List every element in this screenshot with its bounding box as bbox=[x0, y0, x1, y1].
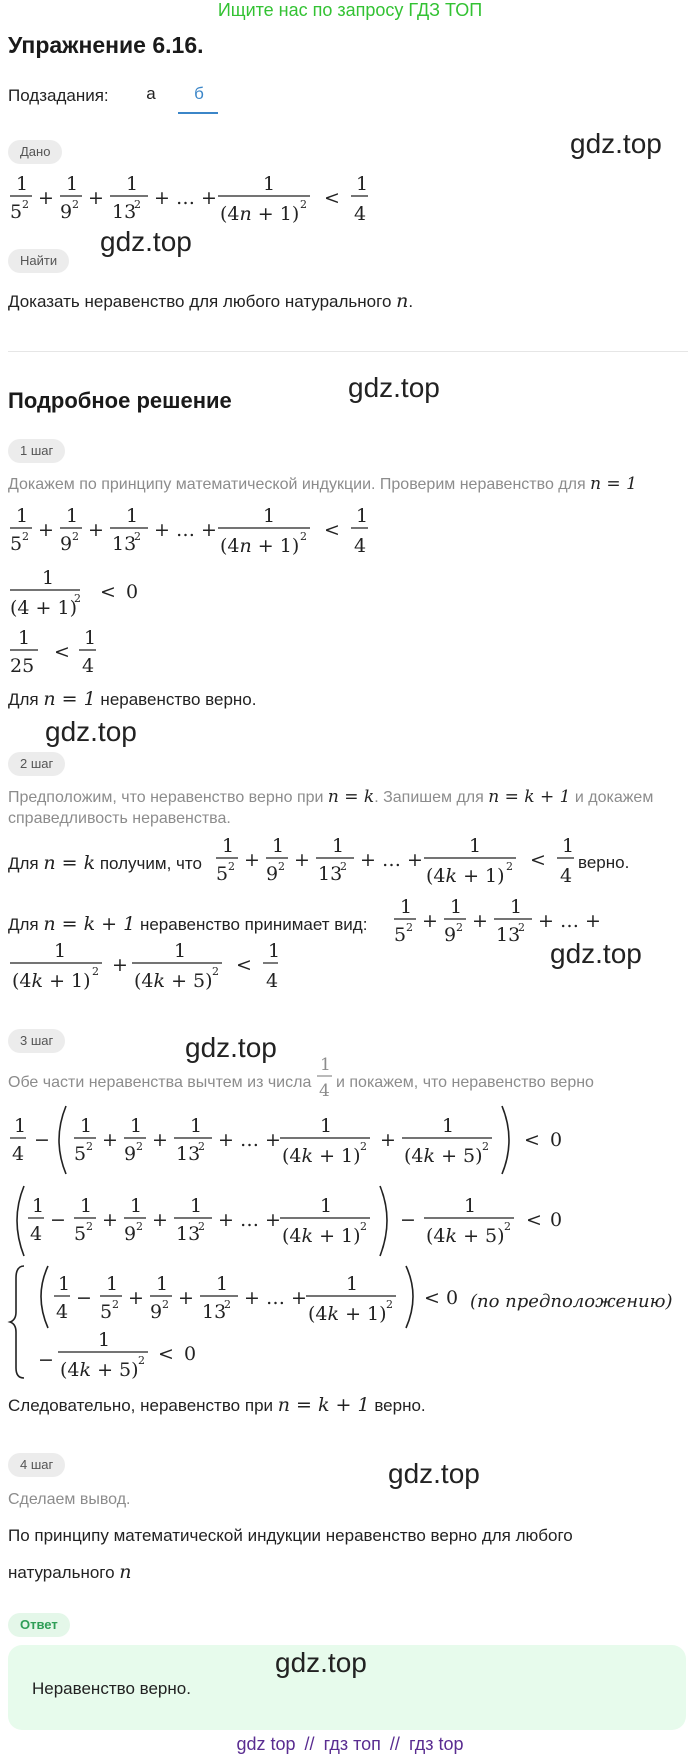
svg-text:1: 1 bbox=[356, 505, 369, 527]
svg-text:4: 4 bbox=[82, 655, 95, 677]
svg-text:2: 2 bbox=[228, 860, 235, 873]
step-3-expression-1 bbox=[8, 1100, 568, 1180]
svg-text:2: 2 bbox=[136, 1140, 143, 1153]
svg-text:2: 2 bbox=[86, 1220, 93, 1233]
svg-text:2: 2 bbox=[138, 1354, 145, 1367]
step-3-assumption-note: (по предположению) bbox=[470, 1291, 673, 1312]
svg-text:2: 2 bbox=[198, 1220, 205, 1233]
svg-text:9: 9 bbox=[60, 533, 73, 555]
step-4-line-1: По принципу математической индукции неравенство верно для любого bbox=[8, 1526, 573, 1545]
svg-text:2: 2 bbox=[134, 530, 141, 543]
svg-text:(4k + 1): (4k + 1) bbox=[282, 1225, 361, 1247]
watermark: gdz.top bbox=[348, 372, 440, 403]
svg-text:+: + bbox=[102, 1209, 118, 1231]
svg-text:13: 13 bbox=[176, 1143, 201, 1165]
svg-text:1: 1 bbox=[263, 173, 276, 195]
find-text: Доказать неравенство для любого натурального n. bbox=[8, 290, 414, 312]
svg-text:+: + bbox=[178, 1287, 194, 1309]
svg-text:+ … +: + … + bbox=[244, 1287, 307, 1309]
svg-text:2: 2 bbox=[86, 1140, 93, 1153]
svg-text:1: 1 bbox=[268, 940, 281, 962]
svg-text:2: 2 bbox=[162, 1298, 169, 1311]
step-3-system bbox=[8, 1262, 459, 1382]
svg-text:1: 1 bbox=[16, 505, 29, 527]
svg-text:0: 0 bbox=[446, 1287, 459, 1309]
subtasks-label: Подзадания: bbox=[8, 86, 109, 105]
svg-text:1: 1 bbox=[400, 896, 413, 918]
watermark: gdz.top bbox=[570, 128, 662, 159]
svg-text:1: 1 bbox=[66, 505, 79, 527]
svg-text:25: 25 bbox=[10, 655, 35, 677]
svg-text:1: 1 bbox=[222, 835, 235, 857]
svg-text:1: 1 bbox=[450, 896, 463, 918]
step-1-chip: 1 шаг bbox=[8, 439, 65, 463]
svg-text:2: 2 bbox=[278, 860, 285, 873]
svg-text:4: 4 bbox=[266, 970, 279, 992]
svg-text:+: + bbox=[244, 849, 260, 871]
step-2-intro: Предположим, что неравенство верно при n = k. Запишем для n = k + 1 и докажем bbox=[8, 787, 654, 807]
svg-text:1: 1 bbox=[130, 1115, 143, 1137]
svg-text:<: < bbox=[158, 1343, 174, 1365]
svg-text:<: < bbox=[524, 1129, 540, 1151]
svg-text:4: 4 bbox=[319, 1081, 330, 1101]
svg-text:1: 1 bbox=[16, 173, 29, 195]
svg-text:9: 9 bbox=[124, 1223, 137, 1245]
svg-text:2: 2 bbox=[456, 921, 463, 934]
svg-text:1: 1 bbox=[263, 505, 276, 527]
svg-text:<: < bbox=[526, 1209, 542, 1231]
page-title: Упражнение 6.16. bbox=[8, 32, 204, 58]
svg-text:1: 1 bbox=[156, 1273, 169, 1295]
watermark: gdz.top bbox=[100, 226, 192, 257]
svg-text:1: 1 bbox=[320, 1115, 333, 1137]
svg-text:4: 4 bbox=[560, 865, 573, 887]
svg-text:1: 1 bbox=[18, 627, 31, 649]
svg-text:1: 1 bbox=[84, 627, 97, 649]
svg-text:5: 5 bbox=[10, 533, 23, 555]
svg-text:+ … +: + … + bbox=[154, 519, 217, 541]
svg-text:2: 2 bbox=[134, 198, 141, 211]
svg-text:<: < bbox=[530, 849, 546, 871]
svg-text:2: 2 bbox=[300, 530, 307, 543]
step-4-intro: Сделаем вывод. bbox=[8, 1491, 131, 1508]
svg-text:13: 13 bbox=[496, 924, 521, 946]
svg-text:9: 9 bbox=[150, 1301, 163, 1323]
svg-text:(4k + 5): (4k + 5) bbox=[134, 970, 213, 992]
svg-text:−: − bbox=[76, 1287, 92, 1309]
svg-text:1: 1 bbox=[469, 835, 482, 857]
svg-text:1: 1 bbox=[332, 835, 345, 857]
watermark: gdz.top bbox=[275, 1647, 367, 1678]
svg-text:4: 4 bbox=[12, 1143, 25, 1165]
svg-text:(4n + 1): (4n + 1) bbox=[220, 203, 300, 225]
step-2-chip: 2 шаг bbox=[8, 752, 65, 776]
svg-text:5: 5 bbox=[216, 863, 229, 885]
svg-text:(4n + 1): (4n + 1) bbox=[220, 535, 300, 557]
step-1-result bbox=[8, 622, 108, 680]
svg-text:+: + bbox=[112, 954, 128, 976]
svg-text:9: 9 bbox=[60, 201, 73, 223]
svg-text:<: < bbox=[236, 954, 252, 976]
svg-text:2: 2 bbox=[212, 965, 219, 978]
svg-text:1: 1 bbox=[510, 896, 523, 918]
step-3-quarter bbox=[316, 1052, 334, 1106]
svg-text:1: 1 bbox=[58, 1273, 71, 1295]
svg-text:5: 5 bbox=[10, 201, 23, 223]
svg-text:1: 1 bbox=[106, 1273, 119, 1295]
svg-text:1: 1 bbox=[346, 1273, 359, 1295]
svg-text:+: + bbox=[152, 1129, 168, 1151]
step-3-chip: 3 шаг bbox=[8, 1029, 65, 1053]
svg-text:(4k + 5): (4k + 5) bbox=[404, 1145, 483, 1167]
step-3-intro: Обе части неравенства вычтем из числа bbox=[8, 1074, 312, 1091]
svg-text:1: 1 bbox=[32, 1195, 45, 1217]
svg-text:0: 0 bbox=[126, 581, 139, 603]
svg-text:(4k + 1): (4k + 1) bbox=[282, 1145, 361, 1167]
svg-text:2: 2 bbox=[198, 1140, 205, 1153]
svg-text:(4k + 1): (4k + 1) bbox=[426, 865, 505, 887]
svg-text:2: 2 bbox=[72, 198, 79, 211]
svg-text:1: 1 bbox=[130, 1195, 143, 1217]
answer-text: Неравенство верно. bbox=[32, 1679, 191, 1698]
svg-text:1: 1 bbox=[54, 940, 67, 962]
step-3-expression-2 bbox=[8, 1180, 568, 1262]
svg-text:−: − bbox=[50, 1209, 66, 1231]
svg-text:+ … +: + … + bbox=[218, 1129, 281, 1151]
step-1-conclusion: Для n = 1 неравенство верно. bbox=[8, 688, 257, 710]
svg-text:13: 13 bbox=[202, 1301, 227, 1323]
svg-text:1: 1 bbox=[190, 1115, 203, 1137]
svg-text:<: < bbox=[324, 519, 340, 541]
active-tab-indicator bbox=[178, 112, 218, 114]
svg-text:4: 4 bbox=[354, 203, 367, 225]
svg-text:0: 0 bbox=[184, 1343, 197, 1365]
step-2-intro-2: справедливость неравенства. bbox=[8, 810, 231, 827]
svg-text:4: 4 bbox=[56, 1301, 69, 1323]
svg-text:−: − bbox=[34, 1129, 50, 1151]
svg-text:13: 13 bbox=[318, 863, 343, 885]
watermark: gdz.top bbox=[550, 938, 642, 969]
given-chip: Дано bbox=[8, 140, 62, 164]
footer-link-gdz-top-mixed[interactable]: гдз top bbox=[408, 1734, 464, 1754]
svg-text:9: 9 bbox=[266, 863, 279, 885]
svg-text:+ … +: + … + bbox=[218, 1209, 281, 1231]
svg-text:+: + bbox=[380, 1129, 396, 1151]
svg-text:+: + bbox=[102, 1129, 118, 1151]
svg-text:2: 2 bbox=[22, 198, 29, 211]
svg-text:1: 1 bbox=[42, 567, 55, 589]
svg-text:<: < bbox=[424, 1287, 440, 1309]
svg-text:4: 4 bbox=[354, 535, 367, 557]
section-divider bbox=[8, 351, 688, 352]
search-banner: Ищите нас по запросу ГДЗ ТОП bbox=[217, 0, 483, 20]
svg-text:5: 5 bbox=[74, 1143, 87, 1165]
svg-text:+: + bbox=[88, 187, 104, 209]
step-4-line-2: натурального n bbox=[8, 1561, 132, 1583]
footer-links bbox=[0, 1734, 700, 1755]
watermark: gdz.top bbox=[45, 716, 137, 747]
given-inequality bbox=[8, 168, 368, 230]
svg-text:1: 1 bbox=[562, 835, 575, 857]
svg-text:−: − bbox=[38, 1349, 54, 1371]
footer-separator: // bbox=[389, 1734, 400, 1754]
svg-text:1: 1 bbox=[320, 1195, 333, 1217]
step-2-line-2-label: Для n = k + 1 неравенство принимает вид: bbox=[8, 913, 368, 935]
step-1-inequality bbox=[8, 500, 368, 562]
svg-text:1: 1 bbox=[126, 505, 139, 527]
svg-text:2: 2 bbox=[406, 921, 413, 934]
svg-text:(4k + 1): (4k + 1) bbox=[308, 1303, 387, 1325]
subtask-tab-b[interactable]: б bbox=[194, 84, 204, 103]
svg-text:2: 2 bbox=[340, 860, 347, 873]
svg-text:1: 1 bbox=[320, 1055, 331, 1075]
svg-text:2: 2 bbox=[506, 860, 513, 873]
step-3-conclusion: Следовательно, неравенство при n = k + 1 верно. bbox=[8, 1394, 426, 1416]
svg-text:+: + bbox=[38, 187, 54, 209]
watermark: gdz.top bbox=[388, 1458, 480, 1489]
svg-text:(4k + 5): (4k + 5) bbox=[60, 1359, 139, 1381]
svg-text:2: 2 bbox=[136, 1220, 143, 1233]
svg-text:1: 1 bbox=[66, 173, 79, 195]
step-2-assumption bbox=[214, 830, 576, 892]
svg-text:2: 2 bbox=[360, 1140, 367, 1153]
find-chip: Найти bbox=[8, 249, 69, 273]
svg-text:2: 2 bbox=[504, 1220, 511, 1233]
svg-text:1: 1 bbox=[80, 1115, 93, 1137]
svg-text:+: + bbox=[294, 849, 310, 871]
svg-text:1: 1 bbox=[14, 1115, 27, 1137]
step-1-intro: Докажем по принципу математической индукции. Проверим неравенство для n = 1 bbox=[8, 474, 637, 494]
svg-text:(4 + 1): (4 + 1) bbox=[10, 597, 78, 619]
answer-chip: Ответ bbox=[8, 1613, 70, 1637]
svg-text:<: < bbox=[100, 581, 116, 603]
svg-text:4: 4 bbox=[30, 1223, 43, 1245]
svg-text:+: + bbox=[88, 519, 104, 541]
svg-text:+: + bbox=[128, 1287, 144, 1309]
svg-text:2: 2 bbox=[482, 1140, 489, 1153]
svg-text:9: 9 bbox=[124, 1143, 137, 1165]
footer-link-gdz-top-ru[interactable]: гдз топ bbox=[323, 1734, 381, 1754]
footer-separator: // bbox=[304, 1734, 315, 1754]
svg-text:0: 0 bbox=[550, 1129, 563, 1151]
svg-text:+ … +: + … + bbox=[360, 849, 423, 871]
svg-text:5: 5 bbox=[74, 1223, 87, 1245]
svg-text:(4k + 5): (4k + 5) bbox=[426, 1225, 505, 1247]
svg-text:−: − bbox=[400, 1209, 416, 1231]
svg-text:2: 2 bbox=[92, 965, 99, 978]
svg-text:1: 1 bbox=[442, 1115, 455, 1137]
svg-text:9: 9 bbox=[444, 924, 457, 946]
svg-text:13: 13 bbox=[112, 201, 137, 223]
step-2-line-1-label: Для n = k получим, что bbox=[8, 852, 202, 874]
svg-text:+ … +: + … + bbox=[154, 187, 217, 209]
svg-text:2: 2 bbox=[22, 530, 29, 543]
svg-text:13: 13 bbox=[176, 1223, 201, 1245]
svg-text:0: 0 bbox=[550, 1209, 563, 1231]
svg-text:(4k + 1): (4k + 1) bbox=[12, 970, 91, 992]
svg-text:5: 5 bbox=[394, 924, 407, 946]
svg-text:<: < bbox=[54, 641, 70, 663]
svg-text:1: 1 bbox=[80, 1195, 93, 1217]
step-4-chip: 4 шаг bbox=[8, 1453, 65, 1477]
svg-text:13: 13 bbox=[112, 533, 137, 555]
step-2-line-1-after: верно. bbox=[578, 853, 630, 872]
svg-text:+: + bbox=[38, 519, 54, 541]
step-2-form-part-2 bbox=[8, 935, 281, 997]
svg-text:2: 2 bbox=[360, 1220, 367, 1233]
svg-text:<: < bbox=[324, 187, 340, 209]
svg-text:1: 1 bbox=[98, 1329, 111, 1351]
step-1-substitution bbox=[8, 562, 148, 624]
svg-text:2: 2 bbox=[518, 921, 525, 934]
svg-text:2: 2 bbox=[386, 1298, 393, 1311]
svg-text:2: 2 bbox=[72, 530, 79, 543]
svg-text:1: 1 bbox=[464, 1195, 477, 1217]
footer-link-gdz-top[interactable]: gdz top bbox=[236, 1734, 296, 1754]
svg-text:1: 1 bbox=[190, 1195, 203, 1217]
watermark: gdz.top bbox=[185, 1032, 277, 1063]
svg-text:+: + bbox=[152, 1209, 168, 1231]
svg-text:1: 1 bbox=[174, 940, 187, 962]
svg-text:+: + bbox=[422, 910, 438, 932]
svg-text:2: 2 bbox=[300, 198, 307, 211]
svg-text:1: 1 bbox=[356, 173, 369, 195]
svg-text:2: 2 bbox=[74, 592, 81, 605]
svg-text:1: 1 bbox=[126, 173, 139, 195]
svg-text:2: 2 bbox=[112, 1298, 119, 1311]
solution-title: Подробное решение bbox=[8, 388, 232, 413]
svg-text:5: 5 bbox=[100, 1301, 113, 1323]
svg-text:+: + bbox=[472, 910, 488, 932]
subtask-tab-a[interactable]: а bbox=[146, 84, 156, 103]
svg-text:1: 1 bbox=[272, 835, 285, 857]
step-3-intro-2: и покажем, что неравенство верно bbox=[336, 1074, 594, 1091]
svg-text:2: 2 bbox=[224, 1298, 231, 1311]
svg-text:1: 1 bbox=[216, 1273, 229, 1295]
svg-text:+ … +: + … + bbox=[538, 910, 601, 932]
